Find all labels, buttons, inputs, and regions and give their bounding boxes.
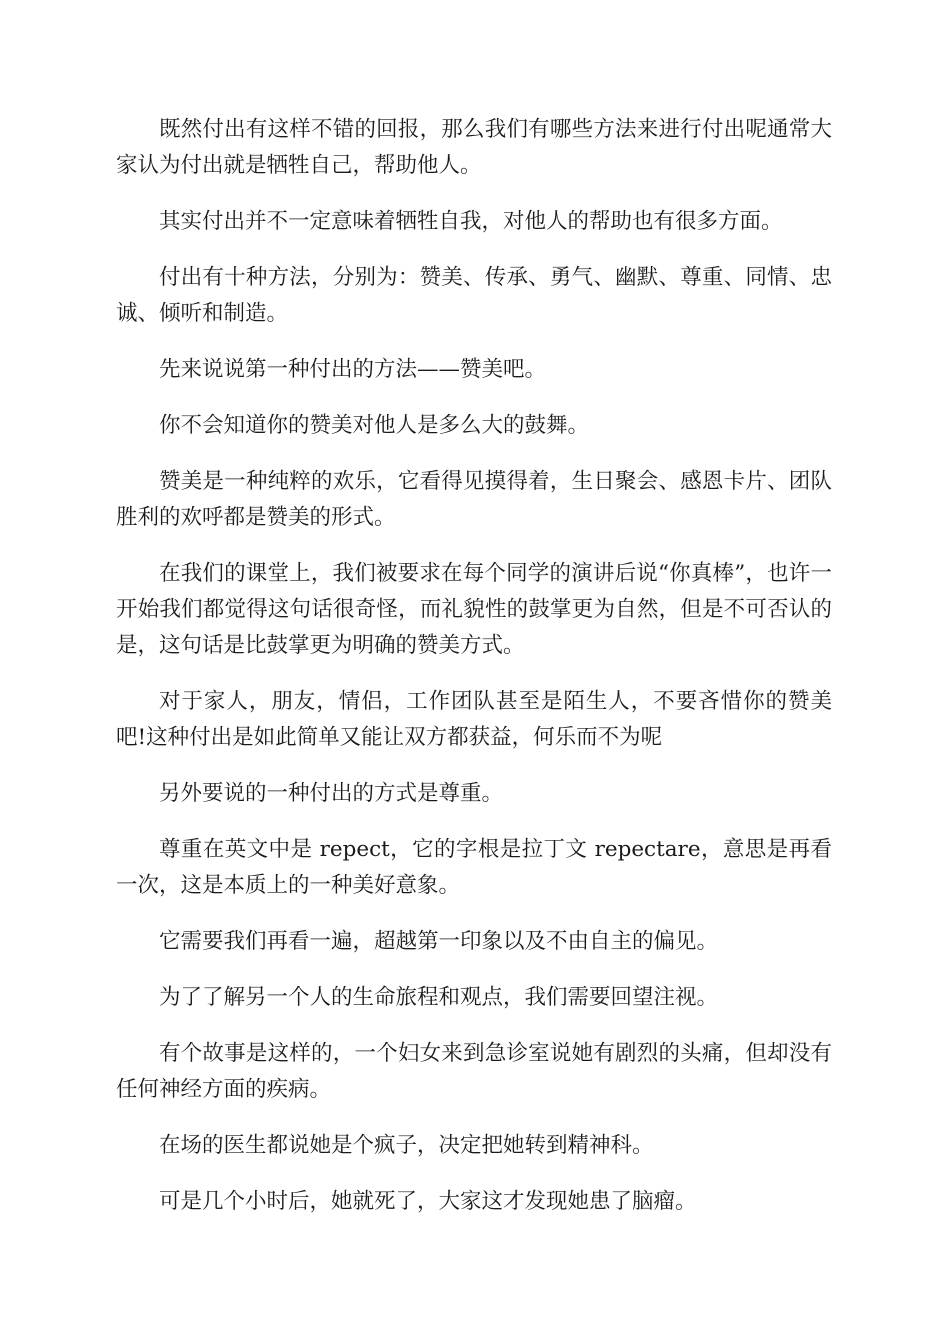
- paragraph: 另外要说的一种付出的方式是尊重。: [159, 781, 504, 806]
- paragraph: 付出有十种方法，分别为：赞美、传承、勇气、幽默、尊重、同情、忠诚、倾听和制造。: [116, 265, 832, 326]
- paragraph: 先来说说第一种付出的方法——赞美吧。: [159, 357, 547, 382]
- paragraph: 对于家人，朋友，情侣，工作团队甚至是陌生人，不要吝惜你的赞美吧!这种付出是如此简单又能让双方都获益，何乐而不为呢: [116, 689, 832, 750]
- paragraph: 赞美是一种纯粹的欢乐，它看得见摸得着，生日聚会、感恩卡片、团队胜利的欢呼都是赞美的形式。: [116, 469, 832, 530]
- paragraph: 尊重在英文中是 repect，它的字根是拉丁文 repectare，意思是再看一次，这是本质上的一种美好意象。: [116, 837, 832, 898]
- document-body: [116, 112, 832, 1240]
- paragraph: 为了了解另一个人的生命旅程和观点，我们需要回望注视。: [159, 985, 719, 1010]
- paragraph: 它需要我们再看一遍，超越第一印象以及不由自主的偏见。: [159, 929, 719, 954]
- paragraph: 既然付出有这样不错的回报，那么我们有哪些方法来进行付出呢通常大家认为付出就是牺牲自己，帮助他人。: [116, 117, 832, 178]
- paragraph: 其实付出并不一定意味着牺牲自我，对他人的帮助也有很多方面。: [159, 209, 783, 234]
- paragraph: 有个故事是这样的，一个妇女来到急诊室说她有剧烈的头痛，但却没有任何神经方面的疾病。: [116, 1041, 832, 1102]
- paragraph: 可是几个小时后，她就死了，大家这才发现她患了脑瘤。: [159, 1189, 697, 1214]
- paragraph: 你不会知道你的赞美对他人是多么大的鼓舞。: [159, 413, 590, 438]
- paragraph: 在我们的课堂上，我们被要求在每个同学的演讲后说“你真棒”，也许一开始我们都觉得这句话很奇怪，而礼貌性的鼓掌更为自然，但是不可否认的是，这句话是比鼓掌更为明确的赞美方式。: [116, 561, 832, 658]
- paragraph: 在场的医生都说她是个疯子，决定把她转到精神科。: [159, 1133, 654, 1158]
